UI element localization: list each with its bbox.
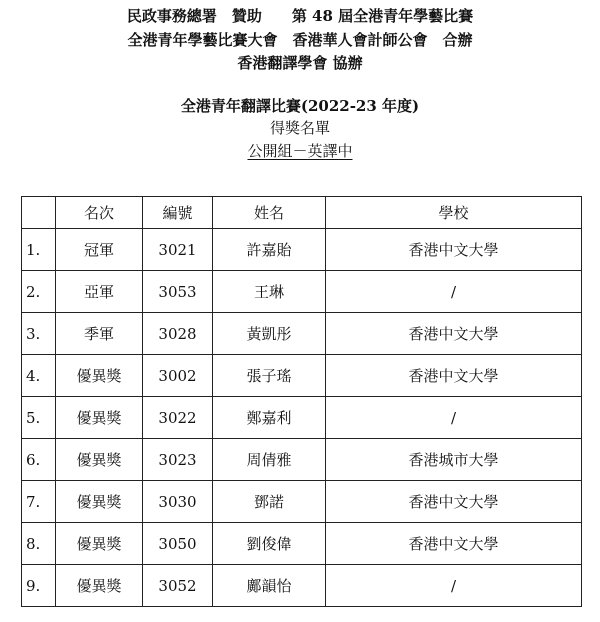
page-subtitle: 得獎名單 xyxy=(269,119,330,137)
row-index: 3. xyxy=(22,313,56,355)
table-row xyxy=(22,355,582,397)
column-header-rank: 名次 xyxy=(56,197,143,229)
row-rank: 優異獎 xyxy=(56,397,143,439)
row-rank: 冠軍 xyxy=(56,229,143,271)
header-line-3: 香港翻譯學會 協辦 xyxy=(237,54,363,72)
table-row xyxy=(22,313,582,355)
row-school: 香港中文大學 xyxy=(326,481,582,523)
table-row xyxy=(22,229,582,271)
row-number: 3002 xyxy=(143,355,213,397)
row-number: 3050 xyxy=(143,523,213,565)
table-header-row xyxy=(22,197,582,229)
row-name: 鄧諾 xyxy=(213,481,326,523)
category-title: 公開組－英譯中 xyxy=(247,142,353,160)
row-school: 香港中文大學 xyxy=(326,313,582,355)
row-number: 3021 xyxy=(143,229,213,271)
table-row xyxy=(22,397,582,439)
row-rank: 優異獎 xyxy=(56,565,143,607)
row-index: 7. xyxy=(22,481,56,523)
row-index: 1. xyxy=(22,229,56,271)
column-header-index xyxy=(22,197,56,229)
table-row xyxy=(22,565,582,607)
row-school: 香港中文大學 xyxy=(326,229,582,271)
row-name: 許嘉貽 xyxy=(213,229,326,271)
row-rank: 優異獎 xyxy=(56,523,143,565)
header-line-1: 民政事務總署 贊助 第 48 屆全港青年學藝比賽 xyxy=(126,7,474,25)
row-name: 王琳 xyxy=(213,271,326,313)
row-index: 8. xyxy=(22,523,56,565)
row-school: 香港中文大學 xyxy=(326,355,582,397)
column-header-school: 學校 xyxy=(326,197,582,229)
row-rank: 優異獎 xyxy=(56,355,143,397)
row-number: 3028 xyxy=(143,313,213,355)
row-number: 3023 xyxy=(143,439,213,481)
row-name: 鄺韻怡 xyxy=(213,565,326,607)
row-index: 2. xyxy=(22,271,56,313)
row-school: / xyxy=(326,565,582,607)
row-number: 3052 xyxy=(143,565,213,607)
row-index: 5. xyxy=(22,397,56,439)
row-school: / xyxy=(326,397,582,439)
header-line-2: 全港青年學藝比賽大會 香港華人會計師公會 合辦 xyxy=(127,31,473,49)
row-name: 黃凱彤 xyxy=(213,313,326,355)
row-rank: 季軍 xyxy=(56,313,143,355)
row-rank: 優異獎 xyxy=(56,439,143,481)
row-rank: 優異獎 xyxy=(56,481,143,523)
row-name: 鄭嘉利 xyxy=(213,397,326,439)
table-row xyxy=(22,523,582,565)
column-header-number: 編號 xyxy=(143,197,213,229)
table-row xyxy=(22,271,582,313)
row-index: 9. xyxy=(22,565,56,607)
page-title: 全港青年翻譯比賽(2022-23 年度) xyxy=(180,97,420,115)
results-table xyxy=(21,196,582,607)
row-number: 3053 xyxy=(143,271,213,313)
row-number: 3022 xyxy=(143,397,213,439)
row-index: 6. xyxy=(22,439,56,481)
row-school: 香港中文大學 xyxy=(326,523,582,565)
row-school: 香港城市大學 xyxy=(326,439,582,481)
row-number: 3030 xyxy=(143,481,213,523)
table-row xyxy=(22,481,582,523)
table-row xyxy=(22,439,582,481)
row-school: / xyxy=(326,271,582,313)
row-rank: 亞軍 xyxy=(56,271,143,313)
row-index: 4. xyxy=(22,355,56,397)
row-name: 劉俊偉 xyxy=(213,523,326,565)
row-name: 張子瑤 xyxy=(213,355,326,397)
column-header-name: 姓名 xyxy=(213,197,326,229)
row-name: 周倩雅 xyxy=(213,439,326,481)
